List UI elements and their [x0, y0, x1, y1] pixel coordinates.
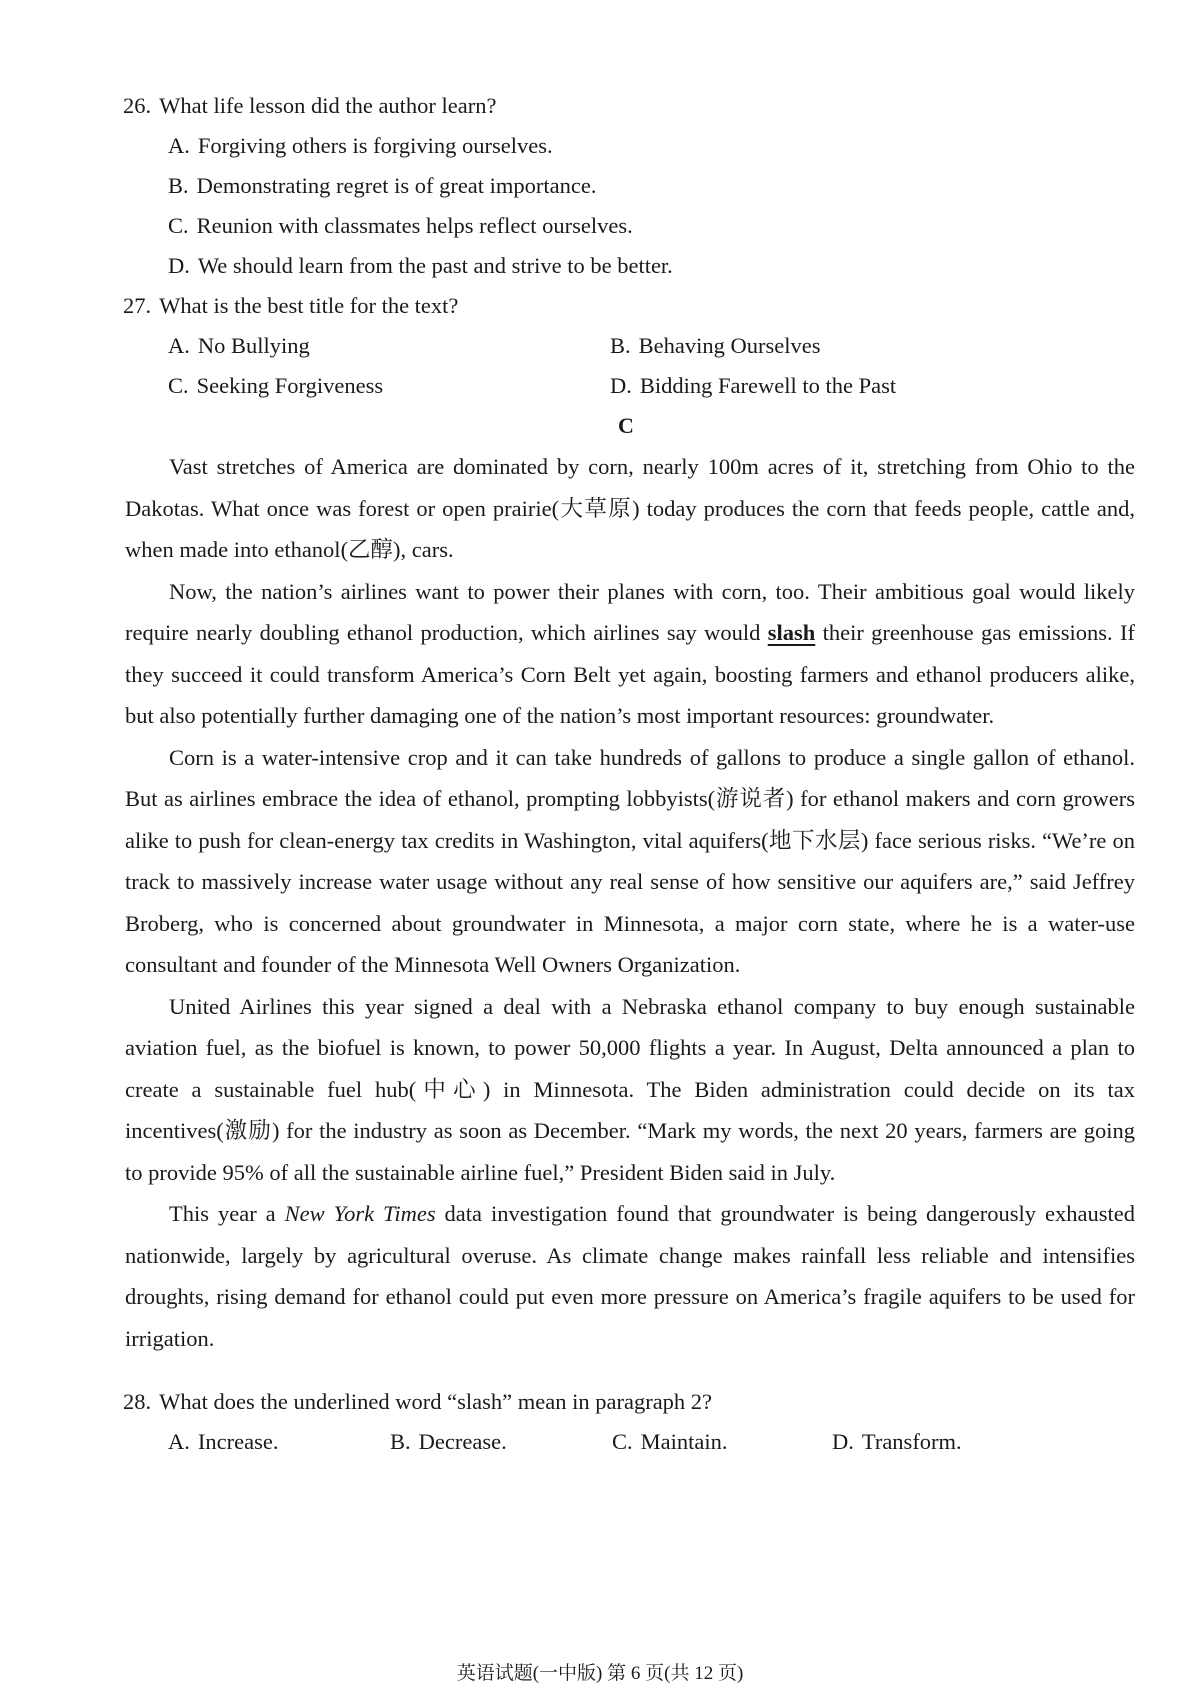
option-letter: B. [168, 173, 189, 198]
question-text: What is the best title for the text? [159, 293, 459, 318]
question-number: 26. [123, 93, 152, 118]
option-text: Decrease. [418, 1429, 507, 1454]
paragraph-text: their greenhouse gas emissions. If they succeed it could transform America’s Corn Belt yet again, boosting farmers and ethanol producers alike, but also potentially further damaging one of the nation’s most important resources: groundwater. [125, 620, 1135, 728]
option-letter: D. [832, 1429, 854, 1454]
underlined-word-slash: slash [767, 620, 816, 645]
option-26-d [168, 250, 673, 282]
question-text: What life lesson did the author learn? [159, 93, 497, 118]
option-text: Bidding Farewell to the Past [639, 373, 897, 398]
option-letter: A. [168, 133, 190, 158]
option-27-a [168, 330, 310, 362]
option-letter: A. [168, 1429, 190, 1454]
option-28-c [612, 1426, 728, 1458]
option-letter: D. [168, 253, 190, 278]
option-text: Increase. [197, 1429, 279, 1454]
passage-paragraph-2 [125, 571, 1135, 737]
option-text: Behaving Ourselves [638, 333, 821, 358]
paragraph-text: This year a [169, 1201, 285, 1226]
paragraph-text: Now, the nation’s airlines want to power their planes with corn, too. Their ambitious goal would likely require nearly doubling ethanol production, which airlines say would [125, 578, 1135, 645]
option-letter: C. [168, 213, 189, 238]
option-letter: B. [610, 333, 631, 358]
option-text: Reunion with classmates helps reflect ourselves. [196, 213, 633, 238]
question-number: 28. [123, 1389, 152, 1414]
option-letter: C. [168, 373, 189, 398]
option-27-c [168, 370, 383, 402]
option-text: Forgiving others is forgiving ourselves. [197, 133, 553, 158]
option-letter: B. [390, 1429, 411, 1454]
question-text: What does the underlined word “slash” mean in paragraph 2? [159, 1389, 713, 1414]
option-text: Maintain. [640, 1429, 728, 1454]
passage-paragraph-3: Corn is a water-intensive crop and it can take hundreds of gallons to produce a single gallon of ethanol. But as airlines embrace the idea of ethanol, prompting lobbyists(游说者) for ethanol makers and corn growers alike to push for clean-energy tax credits in Washington, vital aquifers(地下水层) face serious risks. “We’re on track to massively increase water usage without any real sense of how sensitive our aquifers are,” said Jeffrey Broberg, who is concerned about groundwater in Minnesota, a major corn state, where he is a water-use consultant and founder of the Minnesota Well Owners Organization. [125, 744, 1135, 977]
passage-paragraph-4: United Airlines this year signed a deal with a Nebraska ethanol company to buy enough sustainable aviation fuel, as the biofuel is known, to power 50,000 flights a year. In August, Delta announced a plan to create a sustainable fuel hub(中心) in Minnesota. The Biden administration could decide on its tax incentives(激励) for the industry as soon as December. “Mark my words, the next 20 years, farmers are going to provide 95% of all the sustainable airline fuel,” President Biden said in July. [125, 993, 1135, 1185]
option-letter: A. [168, 333, 190, 358]
question-number: 27. [123, 293, 152, 318]
page-footer: 英语试题(一中版) 第 6 页(共 12 页) [456, 1663, 744, 1684]
question-28 [123, 1386, 712, 1418]
option-26-c [168, 210, 633, 242]
option-letter: C. [612, 1429, 633, 1454]
passage-paragraph-1: Vast stretches of America are dominated by corn, nearly 100m acres of it, stretching from Ohio to the Dakotas. What once was forest or open prairie(大草原) today produces the corn that feeds people, cattle and, when made into ethanol(乙醇), cars. [125, 454, 1135, 562]
option-27-d [610, 370, 896, 402]
section-heading-c: C [618, 413, 634, 438]
option-text: No Bullying [197, 333, 310, 358]
option-text: Transform. [861, 1429, 962, 1454]
option-27-b [610, 330, 820, 362]
option-28-a [168, 1426, 278, 1458]
option-26-a [168, 130, 553, 162]
option-text: Demonstrating regret is of great importance. [196, 173, 597, 198]
newspaper-title: New York Times [284, 1201, 436, 1226]
passage-paragraph-5 [125, 1193, 1135, 1359]
option-text: We should learn from the past and strive to be better. [197, 253, 673, 278]
question-27 [123, 290, 458, 322]
option-26-b [168, 170, 597, 202]
reading-passage [125, 446, 1135, 1359]
option-28-b [390, 1426, 507, 1458]
option-letter: D. [610, 373, 632, 398]
question-26 [123, 90, 497, 122]
option-28-d [832, 1426, 962, 1458]
option-text: Seeking Forgiveness [196, 373, 384, 398]
paragraph-text: data investigation found that groundwater is being dangerously exhausted nationwide, largely by agricultural overuse. As climate change makes rainfall less reliable and intensifies droughts, rising demand for ethanol could put even more pressure on America’s fragile aquifers to be used for irrigation. [125, 1201, 1135, 1351]
